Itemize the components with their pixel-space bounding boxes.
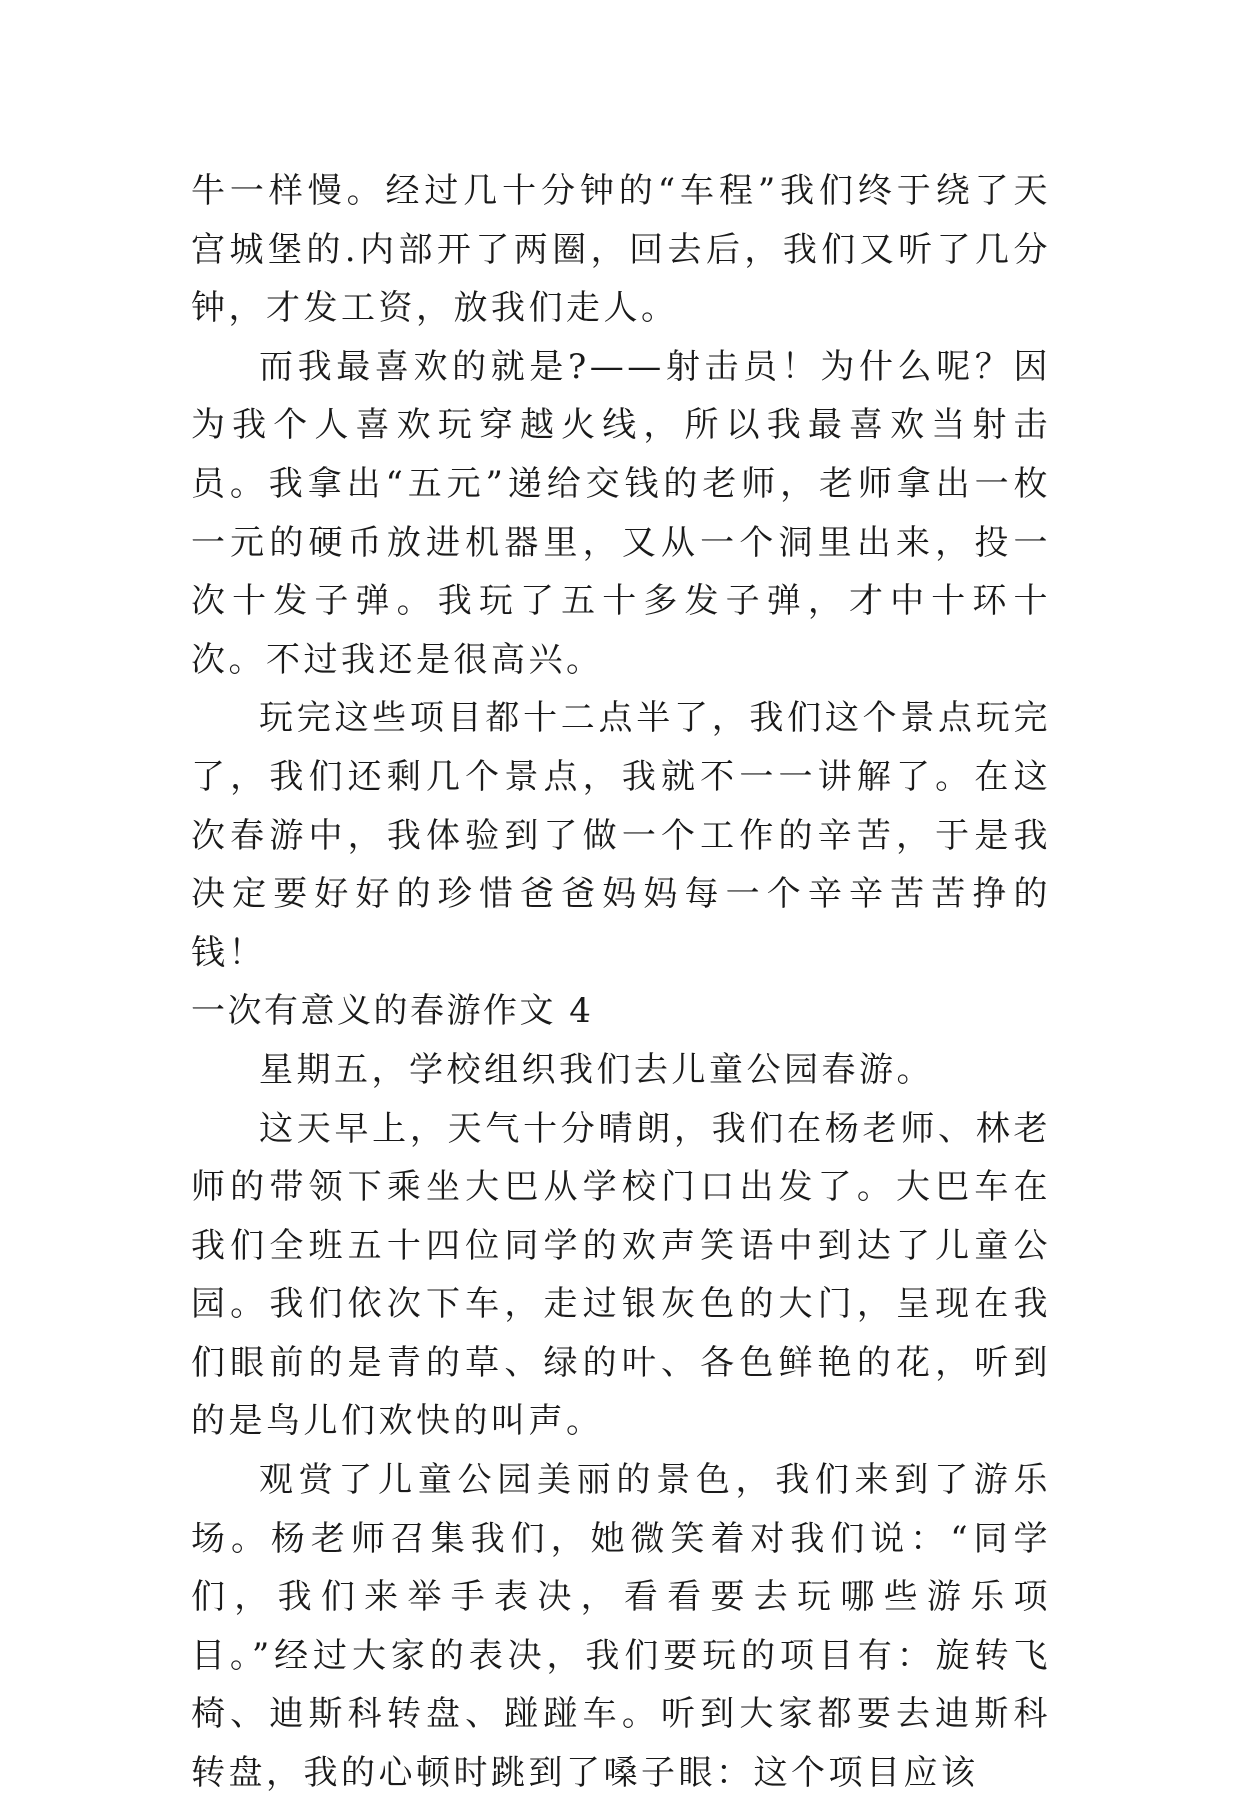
paragraph-1: 牛一样慢。经过几十分钟的“车程”我们终于绕了天宫城堡的.内部开了两圈，回去后，我们又听了几分钟，才发工资，放我们走人。 bbox=[191, 171, 1051, 329]
paragraph-4: 星期五，学校组织我们去儿童公园春游。 bbox=[259, 1049, 934, 1090]
section-heading: 一次有意义的春游作文 4 bbox=[191, 991, 594, 1032]
paragraph-3: 玩完这些项目都十二点半了，我们这个景点玩完了，我们还剩几个景点，我就不一一讲解了。在这次春游中，我体验到了做一个工作的辛苦，于是我决定要好好的珍惜爸爸妈妈每一个辛辛苦苦挣的钱！ bbox=[191, 698, 1051, 973]
paragraph-6: 观赏了儿童公园美丽的景色，我们来到了游乐场。杨老师召集我们，她微笑着对我们说：“同学们，我们来举手表决，看看要去玩哪些游乐项目。”经过大家的表决，我们要玩的项目有：旋转飞椅、迪斯科转盘、踫踫车。听到大家都要去迪斯科转盘，我的心顿时跳到了嗓子眼：这个项目应该 bbox=[191, 1460, 1051, 1794]
paragraph-5: 这天早上，天气十分晴朗，我们在杨老师、林老师的带领下乘坐大巴从学校门口出发了。大巴车在我们全班五十四位同学的欢声笑语中到达了儿童公园。我们依次下车，走过银灰色的大门，呈现在我们眼前的是青的草、绿的叶、各色鲜艳的花，听到的是鸟儿们欢快的叫声。 bbox=[191, 1108, 1051, 1442]
paragraph-2: 而我最喜欢的就是?——射击员！为什么呢？因为我个人喜欢玩穿越火线，所以我最喜欢当射击员。我拿出“五元”递给交钱的老师，老师拿出一枚一元的硬币放进机器里，又从一个洞里出来，投一次十发子弹。我玩了五十多发子弹，才中十环十次。不过我还是很高兴。 bbox=[191, 346, 1051, 680]
document-body bbox=[191, 162, 1051, 1803]
